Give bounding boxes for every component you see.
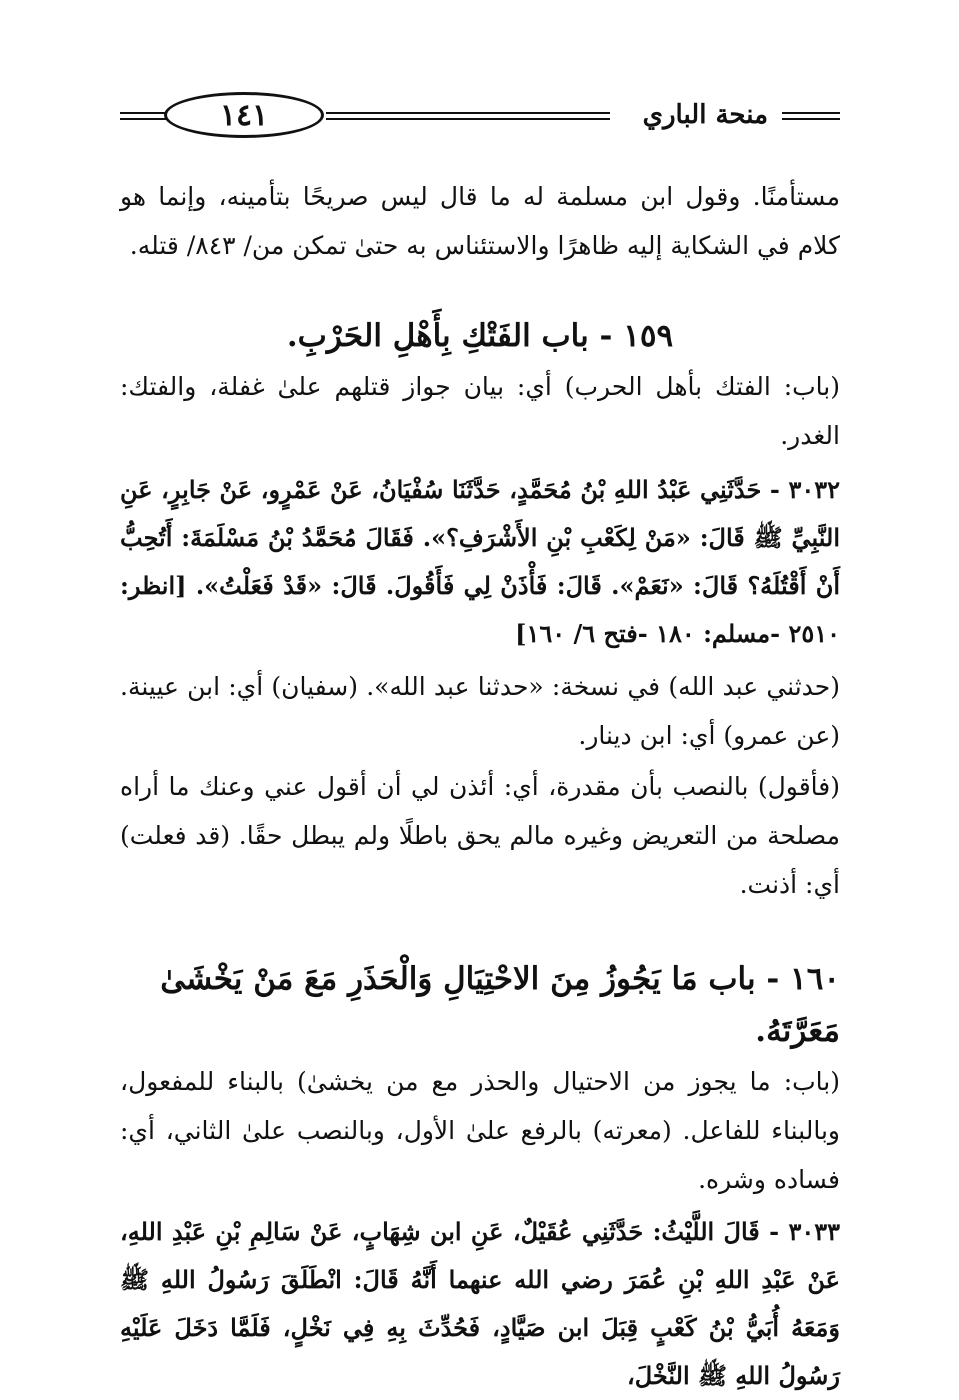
chapter-heading-160: ١٦٠ - باب مَا يَجُوزُ مِنَ الاحْتِيَالِ وَالْحَذَرِ مَعَ مَنْ يَخْشَىٰ مَعَرَّتَهُ.	[160, 961, 840, 1049]
book-title: منحة الباري	[642, 100, 768, 130]
hadith-3032: ٣٠٣٢ - حَدَّثَنِي عَبْدُ اللهِ بْنُ مُحَمَّدٍ، حَدَّثَنَا سُفْيَانُ، عَنْ عَمْرٍو، عَنْ جَابِرٍ، عَنِ النَّبِيِّ ﷺ قَالَ: «مَنْ لِكَعْبِ بْنِ الأَشْرَفِ؟». فَقَالَ مُحَمَّدُ بْنُ مَسْلَمَةَ: أَتُحِبُّ أَنْ أَقْتُلَهُ؟ قَالَ: «نَعَمْ». قَالَ: فَأْذَنْ لِي فَأَقُولَ. قَالَ: «قَدْ فَعَلْتُ». [انظر: ٢٥١٠ -مسلم: ١٨٠ -فتح ٦/ ١٦٠]	[120, 475, 840, 648]
page-header	[120, 92, 840, 142]
paragraph-hadith-3032-commentary-1: (حدثني عبد الله) في نسخة: «حدثنا عبد الله». (سفيان) أي: ابن عيينة. (عن عمرو) أي: ابن دينار.	[120, 672, 840, 750]
paragraph-chapter-159-commentary: (باب: الفتك بأهل الحرب) أي: بيان جواز قتلهم علىٰ غفلة، والفتك: الغدر.	[120, 372, 840, 450]
main-text	[120, 172, 840, 1400]
page-number: ١٤١	[164, 92, 324, 138]
paragraph-hadith-3032-commentary-2: (فأقول) بالنصب بأن مقدرة، أي: أئذن لي أن أقول عني وعنك ما أراه مصلحة من التعريض وغيره مالم يحق باطلًا ولم يبطل حقًا. (قد فعلت) أي: أذنت.	[120, 772, 840, 899]
header-rule-middle-bottom	[326, 118, 610, 120]
paragraph-continuation: مستأمنًا. وقول ابن مسلمة له ما قال ليس صريحًا بتأمينه، وإنما هو كلام في الشكاية إليه ظاهرًا والاستئناس به حتىٰ تمكن من/ ٨٤٣/ قتله.	[120, 182, 840, 260]
paragraph-chapter-160-commentary: (باب: ما يجوز من الاحتيال والحذر مع من يخشىٰ) بالبناء للمفعول، وبالبناء للفاعل. (معرته) بالرفع علىٰ الأول، وبالنصب علىٰ الثاني، أي: فساده وشره.	[120, 1067, 840, 1194]
header-rule-middle-top	[326, 112, 610, 114]
header-rule-right-top	[782, 112, 840, 114]
chapter-heading-159: ١٥٩ - باب الفَتْكِ بِأَهْلِ الحَرْبِ.	[286, 318, 674, 354]
header-rule-right-bottom	[782, 118, 840, 120]
hadith-3033: ٣٠٣٣ - قَالَ اللَّيْثُ: حَدَّثَنِي عُقَيْلٌ، عَنِ ابن شِهَابٍ، عَنْ سَالِمِ بْنِ عَبْدِ اللهِ، عَنْ عَبْدِ اللهِ بْنِ عُمَرَ رضي الله عنهما أَنَّهُ قَالَ: انْطَلَقَ رَسُولُ اللهِ ﷺ وَمَعَهُ أُبَيُّ بْنُ كَعْبٍ قِبَلَ ابن صَيَّادٍ، فَحُدِّثَ بِهِ فِي نَخْلٍ، فَلَمَّا دَخَلَ عَلَيْهِ رَسُولُ اللهِ ﷺ النَّخْلَ،	[120, 1217, 840, 1390]
